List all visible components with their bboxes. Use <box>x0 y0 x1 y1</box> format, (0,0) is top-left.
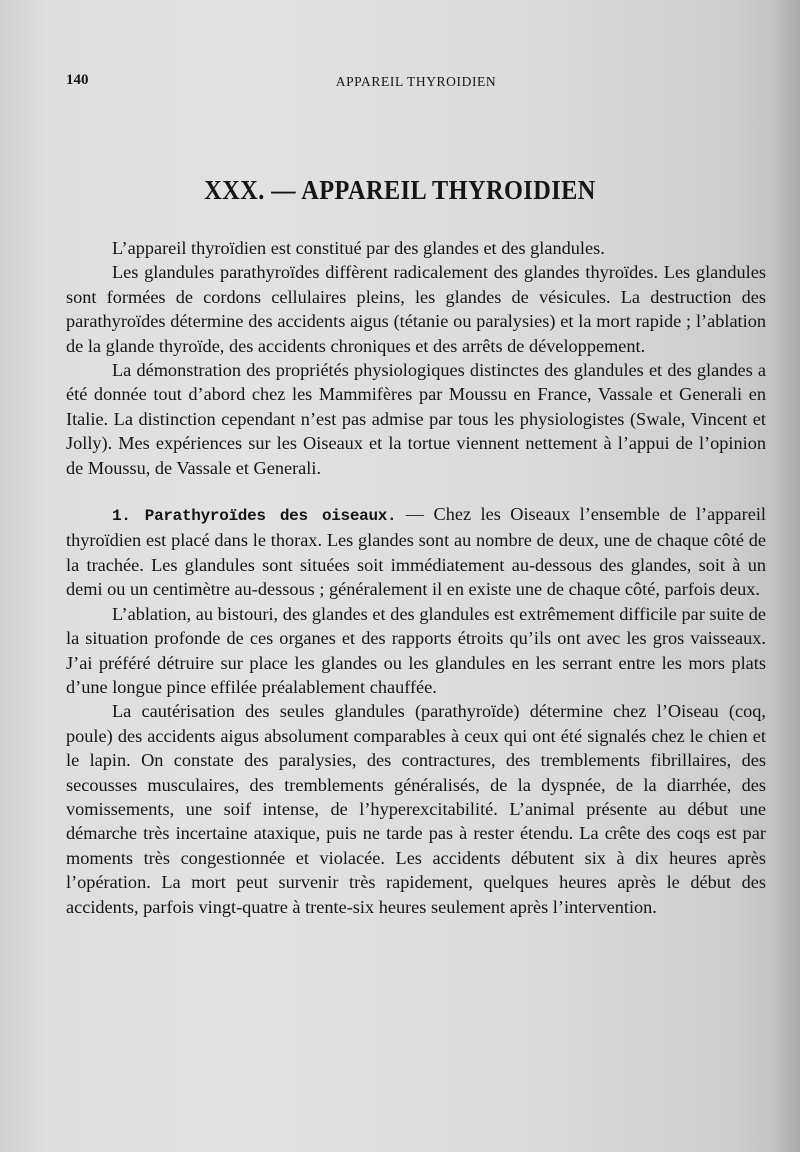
section-heading: 1. Parathyroïdes des oiseaux. <box>112 507 397 526</box>
paragraph-intro: L’appareil thyroïdien est constitué par des glandes et des glandules. <box>112 238 605 258</box>
paragraph-ablation: L’ablation, au bistouri, des glandes et des glandules est extrêmement difficile par suite de la situation profonde de ces organes et des rapports étroits qu’ils ont avec les gros vaisseaux. J’ai préféré détruire sur place les glandes ou les glandules en les serrant entre les mors plats d’une longue pince effilée préalablement chauffée. <box>66 603 766 697</box>
paragraph-demonstration: La démonstration des propriétés physiologiques distinctes des glandules et des glandes a été donnée tout d’abord chez les Mammifères par Moussu en France, Vassale et Generali en Italie. La distinction cependant n’est pas admise par tous les physiologistes (Swale, Vincent et Jolly). Mes expériences sur les Oiseaux et la tortue viennent nettement à l’appui de l’opinion de Moussu, de Vassale et Generali. <box>66 360 766 478</box>
page-edge-shadow <box>772 0 800 1152</box>
chapter-title: XXX. — APPAREIL THYROIDIEN <box>204 175 596 205</box>
page-number: 140 <box>66 72 89 88</box>
paragraph-cauterisation: La cautérisation des seules glandules (parathyroïde) détermine chez l’Oiseau (coq, poule) des accidents aigus absolument comparables à ceux qui ont été signalés chez le chien et le lapin. On constate des paralysies, des contractures, des tremblements fibrillaires, des secousses musculaires, des tremblements généralisés, de la dyspnée, de la diarrhée, des vomissements, une soif intense, de l’hyperexcitabilité. L’animal présente au début une démarche très incertaine ataxique, puis ne tarde pas à rester étendu. La crête des coqs est par moments très congestionnée et violacée. Les accidents débutent six à dix heures après l’opération. La mort peut survenir très rapidement, quelques heures après le début des accidents, parfois vingt-quatre à trente-six heures seulement après l’intervention. <box>66 701 766 917</box>
body-text <box>66 236 766 919</box>
running-title: APPAREIL THYROIDIEN <box>335 74 497 89</box>
section-intro-text: — Chez les Oiseaux l’ensemble de l’appareil thyroïdien est placé dans le thorax. Les glandes sont au nombre de deux, une de chaque côté de la trachée. Les glandules sont situées soit immédiatement au-dessous des glandes, soit à un demi ou un centimètre au-dessous ; généralement il en existe une de chaque côté, parfois deux. <box>66 504 766 600</box>
running-header <box>66 72 766 94</box>
section-birds-paragraph <box>66 502 766 602</box>
paragraph-parathyroid-difference: Les glandules parathyroïdes diffèrent radicalement des glandes thyroïdes. Les glandules sont formées de cordons cellulaires pleins, les glandes de vésicules. La destruction des parathyroïdes détermine des accidents aigus (tétanie ou paralysies) et la mort rapide ; l’ablation de la glande thyroïde, des accidents chroniques et des arrêts de développement. <box>66 262 766 356</box>
